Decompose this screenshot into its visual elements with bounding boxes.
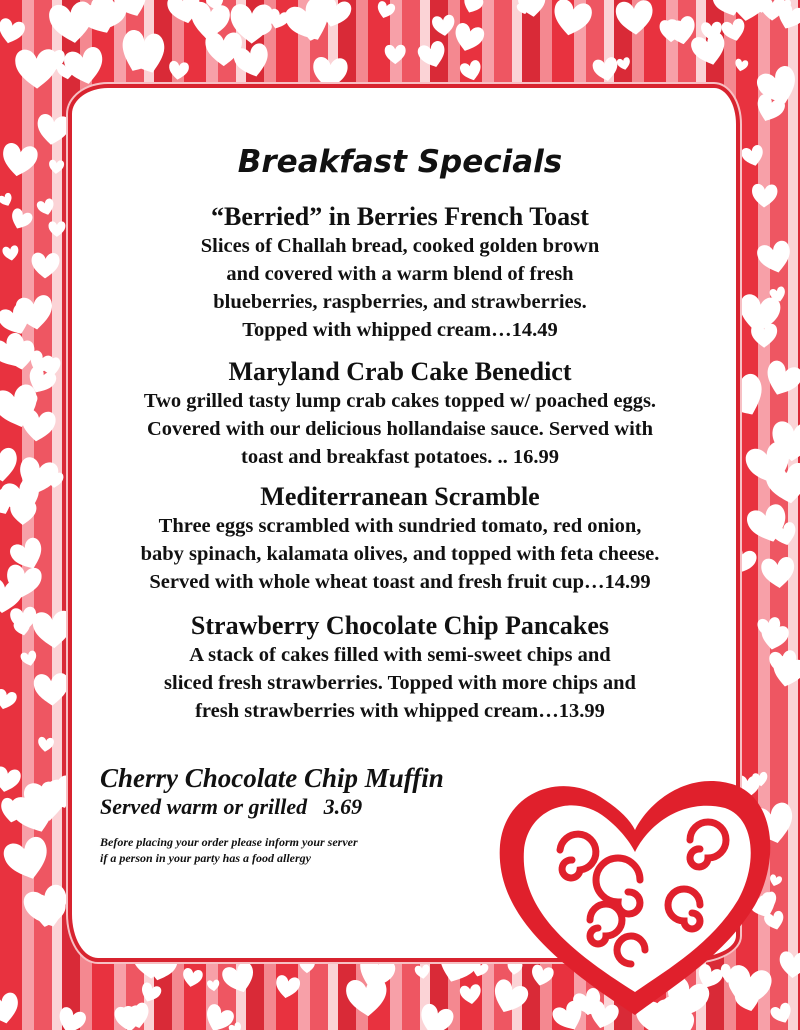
heart-icon	[31, 252, 60, 278]
heart-icon	[414, 964, 430, 979]
heart-icon	[431, 14, 456, 37]
allergy-line: if a person in your party has a food allergy	[100, 851, 312, 865]
menu-item	[80, 357, 720, 471]
heart-icon	[36, 198, 56, 217]
heart-icon	[778, 951, 800, 979]
heart-icon	[0, 17, 26, 46]
heart-icon	[0, 991, 22, 1027]
item-desc: fresh strawberries with whipped cream…13.99	[195, 700, 605, 722]
heart-icon	[459, 984, 482, 1006]
heart-icon	[0, 765, 22, 794]
heart-icon	[416, 1002, 455, 1030]
heart-icon	[550, 0, 594, 39]
heart-icon	[168, 60, 190, 81]
heart-icon	[207, 979, 221, 992]
heart-icon	[62, 45, 107, 88]
heart-icon	[751, 184, 777, 208]
decorative-heart-icon	[490, 760, 780, 1030]
menu-item	[80, 202, 720, 344]
muffin-name: Cherry Chocolate Chip Muffin	[100, 763, 444, 793]
heart-icon	[0, 688, 18, 712]
item-desc: Topped with whipped cream…14.49	[242, 319, 558, 341]
heart-icon	[220, 960, 258, 997]
allergy-note	[100, 834, 444, 866]
heart-icon	[385, 45, 406, 64]
heart-icon	[460, 0, 485, 16]
heart-icon	[755, 239, 794, 276]
item-desc: Slices of Challah bread, cooked golden brown	[200, 235, 600, 257]
heart-icon	[48, 221, 65, 237]
heart-icon	[15, 49, 58, 89]
item-desc: Covered with our delicious hollandaise sauce. Served with	[146, 418, 654, 440]
heart-icon	[274, 974, 301, 1000]
heart-icon	[0, 192, 14, 208]
item-desc: blueberries, raspberries, and strawberries.	[213, 291, 587, 313]
heart-icon	[138, 981, 163, 1005]
heart-icon	[615, 0, 654, 36]
item-name: Strawberry Chocolate Chip Pancakes	[190, 611, 610, 640]
heart-icon	[20, 650, 39, 668]
heart-icon	[55, 1005, 88, 1030]
item-name: “Berried” in Berries French Toast	[211, 202, 589, 231]
heart-icon	[37, 736, 54, 752]
heart-icon	[0, 447, 20, 484]
muffin-subtitle: Served warm or grilled 3.69	[100, 794, 363, 819]
heart-icon	[720, 17, 748, 43]
heart-icon	[33, 673, 70, 707]
heart-icon	[181, 967, 204, 989]
heart-icon	[761, 556, 797, 589]
heart-icon	[48, 0, 97, 46]
allergy-line: Before placing your order please inform your server	[100, 835, 358, 849]
heart-icon	[451, 22, 486, 55]
heart-icon	[8, 207, 34, 233]
item-desc: Three eggs scrambled with sundried tomato, red onion,	[158, 515, 642, 537]
heart-icon	[0, 577, 24, 615]
heart-icon	[459, 59, 484, 83]
heart-icon	[592, 56, 621, 83]
item-desc: A stack of cakes filled with semi-sweet chips and	[189, 644, 611, 666]
heart-icon	[375, 0, 396, 20]
heart-icon	[761, 358, 800, 400]
heart-icon	[616, 57, 631, 72]
item-name: Mediterranean Scramble	[260, 482, 540, 511]
heart-icon	[2, 245, 20, 262]
item-desc: sliced fresh strawberries. Topped with more chips and	[164, 672, 636, 694]
item-desc: toast and breakfast potatoes. .. 16.99	[241, 446, 559, 468]
heart-icon	[734, 58, 749, 72]
item-desc: and covered with a warm blend of fresh	[226, 263, 574, 285]
page-title: Breakfast Specials	[237, 144, 563, 180]
menu-item	[80, 482, 720, 596]
muffin-special	[100, 762, 444, 866]
item-desc: Two grilled tasty lump crab cakes topped w/ poached eggs.	[143, 390, 657, 412]
item-name: Maryland Crab Cake Benedict	[228, 357, 572, 386]
menu-item	[80, 611, 720, 725]
item-desc: Served with whole wheat toast and fresh fruit cup…14.99	[149, 571, 651, 593]
heart-icon	[416, 39, 449, 70]
item-desc: baby spinach, kalamata olives, and topped with feta cheese.	[140, 543, 660, 565]
